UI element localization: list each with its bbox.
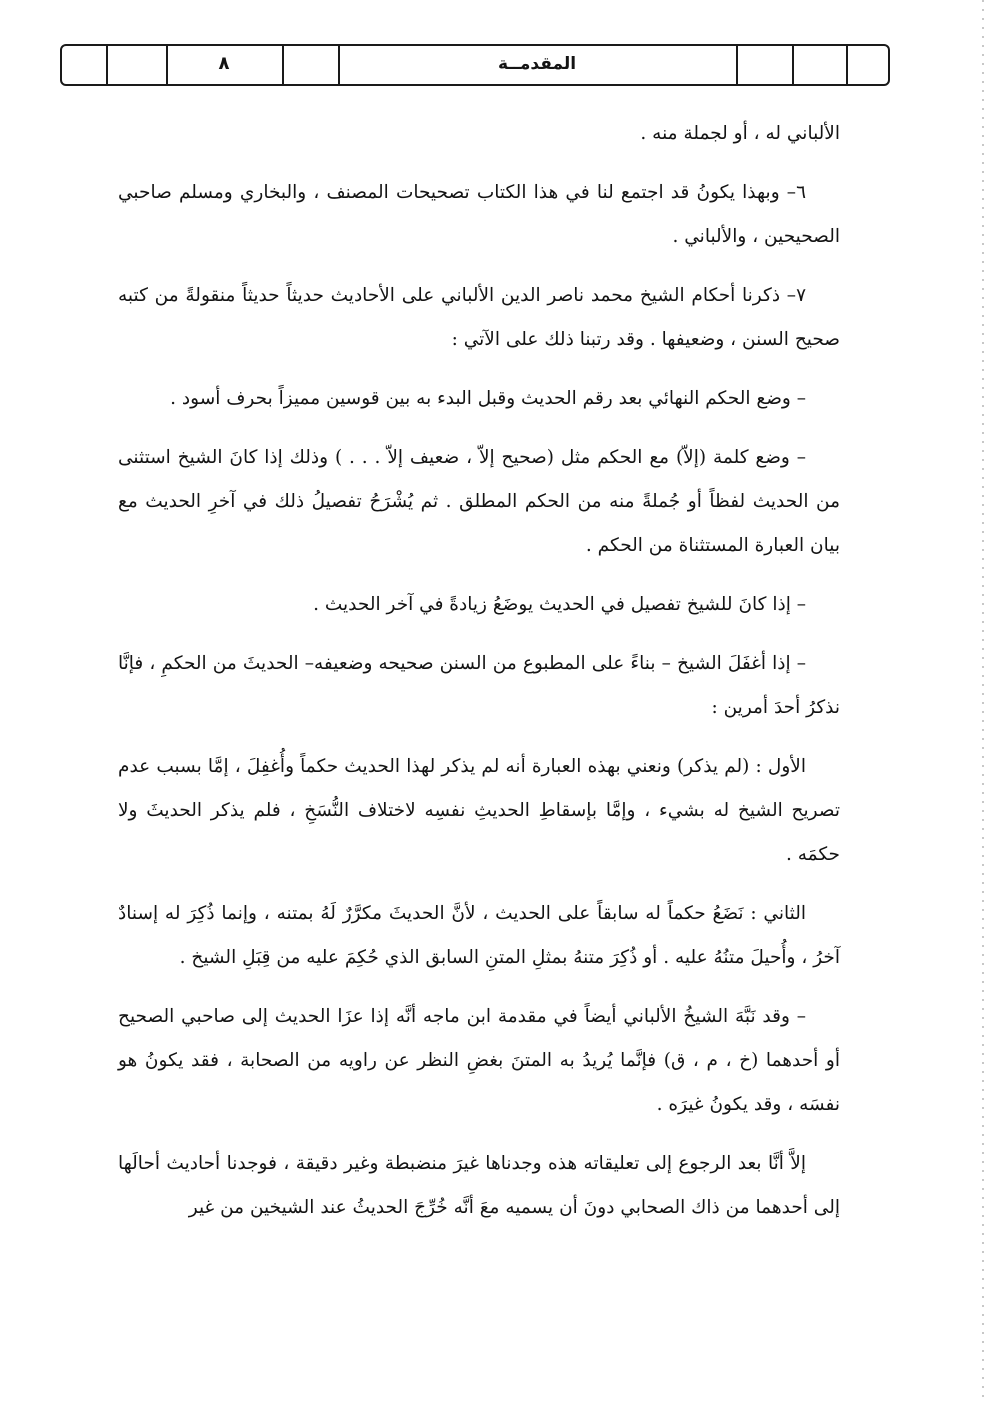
paragraph: الثاني : نَضَعُ حكماً له سابقاً على الحديث ، لأنَّ الحديثَ مكرَّرٌ لَهُ بمتنه ، وإنما ذُكِرَ له إسنادٌ آخرُ ، وأُحيلَ متنُهُ عليه . أو ذُكِرَ متنهُ بمثلِ المتنِ السابق الذي حُكِمَ عليه من قِبَلِ الشيخ . <box>118 903 840 968</box>
paragraph: إلاَّ أنَّا بعد الرجوع إلى تعليقاته هذه وجدناها غيرَ منضبطة وغير دقيقة ، فوجدنا أحاديث أحالَها إلى أحدهما من ذاك الصحابي دونَ أن يسميه معَ أنَّه خُرِّجَ الحديثُ عند الشيخين من غير <box>118 1153 840 1218</box>
page-edge-decoration <box>982 0 984 1403</box>
header-divider <box>792 46 794 84</box>
section-title: المقدمــة <box>497 54 577 74</box>
page-number: ٨ <box>218 53 230 74</box>
paragraph: – وضع كلمة (إلاّ) مع الحكم مثل (صحيح إلاّ ، ضعيف إلاّ . . . ) وذلك إذا كانَ الشيخ استثنى من الحديث لفظاً أو جُملةً منه من الحكم المطلق . ثم يُشْرَحُ تفصيلُ ذلك في آخرِ الحديث مع بيان العبارة المستثناة من الحكم . <box>118 447 840 556</box>
paragraph: ٦– وبهذا يكونُ قد اجتمع لنا في هذا الكتاب تصحيحات المصنف ، والبخاري ومسلم صاحبي الصحيحين ، والألباني . <box>118 182 840 247</box>
paragraph: – إذا كانَ للشيخ تفصيل في الحديث يوضَعُ زيادةً في آخر الحديث . <box>313 594 806 615</box>
paragraph: – وضع الحكم النهائي بعد رقم الحديث وقبل البدء به بين قوسين مميزاً بحرف أسود . <box>170 388 806 409</box>
paragraph: – وقد نَبَّهَ الشيخُ الألباني أيضاً في مقدمة ابن ماجه أنَّه إذا عزَا الحديث إلى صاحبي الصحيح أو أحدهما (خ ، م ، ق) فإنَّما يُريدُ به المتنَ بغضِ النظر عن راويه من الصحابة ، فقد يكونُ هو نفسَه ، وقد يكونُ غيرَه . <box>118 1006 840 1115</box>
page-body <box>118 112 840 1245</box>
header-divider <box>282 46 284 84</box>
running-header <box>60 44 890 86</box>
paragraph: الأول : (لم يذكر) ونعني بهذه العبارة أنه لم يذكر لهذا الحديث حكماً وأُغفِلَ ، إمَّا بسبب عدم تصريح الشيخ له بشيء ، وإمَّا بإسقاطِ الحديثِ نفسِه لاختلاف النُّسَخِ ، فلم يذكر الحديثَ ولا حكمَه . <box>118 756 840 865</box>
paragraph: ٧– ذكرنا أحكام الشيخ محمد ناصر الدين الألباني على الأحاديث حديثاً حديثاً منقولةً من كتبه صحيح السنن ، وضعيفها . وقد رتبنا ذلك على الآتي : <box>118 285 840 350</box>
header-divider <box>106 46 108 84</box>
header-divider <box>846 46 848 84</box>
paragraph: – إذا أغفَلَ الشيخ – بناءً على المطبوع من السنن صحيحه وضعيفه– الحديثَ من الحكمِ ، فإنَّا نذكرُ أحدَ أمرين : <box>118 653 840 718</box>
paragraph: الألباني له ، أو لجملة منه . <box>640 123 840 144</box>
header-divider <box>736 46 738 84</box>
